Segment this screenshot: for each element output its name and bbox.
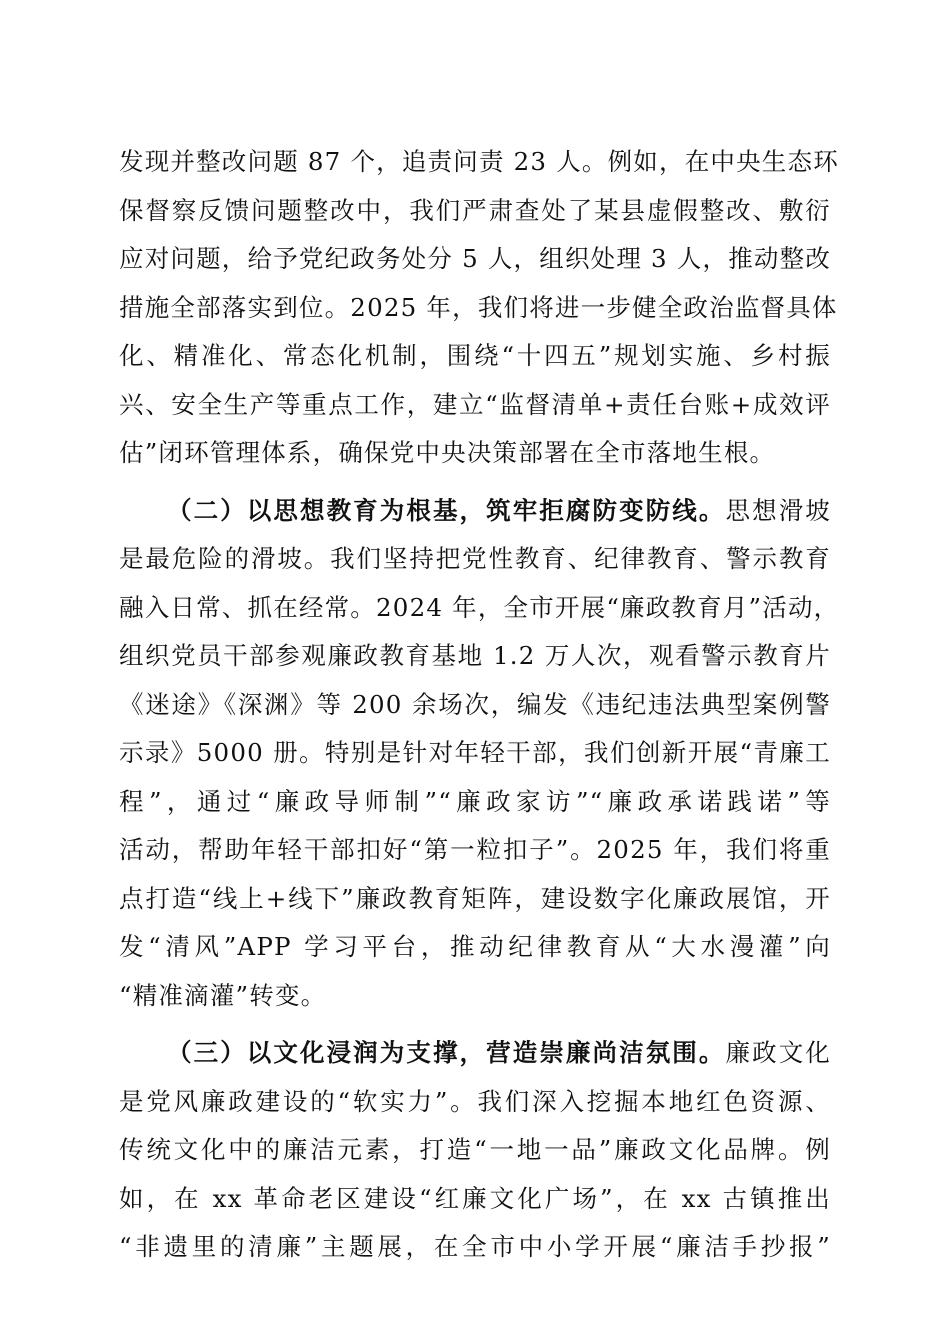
heading-trailing-text: 思想滑坡 <box>725 495 831 525</box>
text-line: 点打造“线上+线下”廉政教育矩阵，建设数字化廉政展馆，开 <box>119 883 831 913</box>
text-line: 措施全部落实到位。2025 年，我们将进一步健全政治监督具体 <box>119 292 838 322</box>
text-line: 融入日常、抓在经常。2024 年，全市开展“廉政教育月”活动， <box>119 592 840 622</box>
text-line: 示录》5000 册。特别是针对年轻干部，我们创新开展“青廉工 <box>119 738 831 767</box>
text-line: 兴、安全生产等重点工作，建立“监督清单+责任台账+成效评 <box>119 389 831 419</box>
text-line: “精准滴灌”转变。 <box>119 980 327 1010</box>
text-line: 估”闭环管理体系，确保党中央决策部署在全市落地生根。 <box>119 438 776 467</box>
text-line: 是最危险的滑坡。我们坚持把党性教育、纪律教育、警示教育 <box>119 544 831 573</box>
text-line: “非遗里的清廉”主题展，在全市中小学开展“廉洁手抄报” <box>119 1232 831 1261</box>
text-line: 应对问题，给予党纪政务处分 5 人，组织处理 3 人，推动整改 <box>119 244 832 273</box>
paragraph-1 <box>119 138 839 478</box>
text-line: 发“清风”APP 学习平台，推动纪律教育从“大水漫灌”向 <box>119 932 831 961</box>
text-line: 组织党员干部参观廉政教育基地 1.2 万人次，观看警示教育片 <box>119 641 831 670</box>
heading-trailing-text: 廉政文化 <box>725 1038 831 1067</box>
text-line: 如，在 xx 革命老区建设“红廉文化广场”，在 xx 古镇推出 <box>119 1183 831 1213</box>
section-heading: （三）以文化浸润为支撑，营造崇廉尚洁氛围。 <box>167 1038 726 1067</box>
text-line: 程”，通过“廉政导师制”“廉政家访”“廉政承诺践诺”等 <box>119 786 831 816</box>
text-line: 保督察反馈问题整改中，我们严肃查处了某县虚假整改、敷衍 <box>119 195 831 225</box>
text-line: 活动，帮助年轻干部扣好“第一粒扣子”。2025 年，我们将重 <box>119 835 831 864</box>
text-line: 是党风廉政建设的“软实力”。我们深入挖掘本地红色资源、 <box>119 1086 831 1116</box>
text-line: 发现并整改问题 87 个，追责问责 23 人。例如，在中央生态环 <box>119 147 839 176</box>
paragraph-2 <box>119 487 840 1021</box>
text-line: 化、精准化、常态化机制，围绕“十四五”规划实施、乡村振 <box>119 341 831 370</box>
text-line <box>119 1029 831 1078</box>
paragraph-3 <box>119 1029 831 1272</box>
text-line: 传统文化中的廉洁元素，打造“一地一品”廉政文化品牌。例 <box>119 1135 831 1164</box>
body-text <box>119 138 840 1272</box>
section-heading: （二）以思想教育为根基，筑牢拒腐防变防线。 <box>167 495 726 525</box>
text-line <box>119 487 831 536</box>
text-line: 《迷途》《深渊》等 200 余场次，编发《违纪违法典型案例警 <box>119 689 831 719</box>
